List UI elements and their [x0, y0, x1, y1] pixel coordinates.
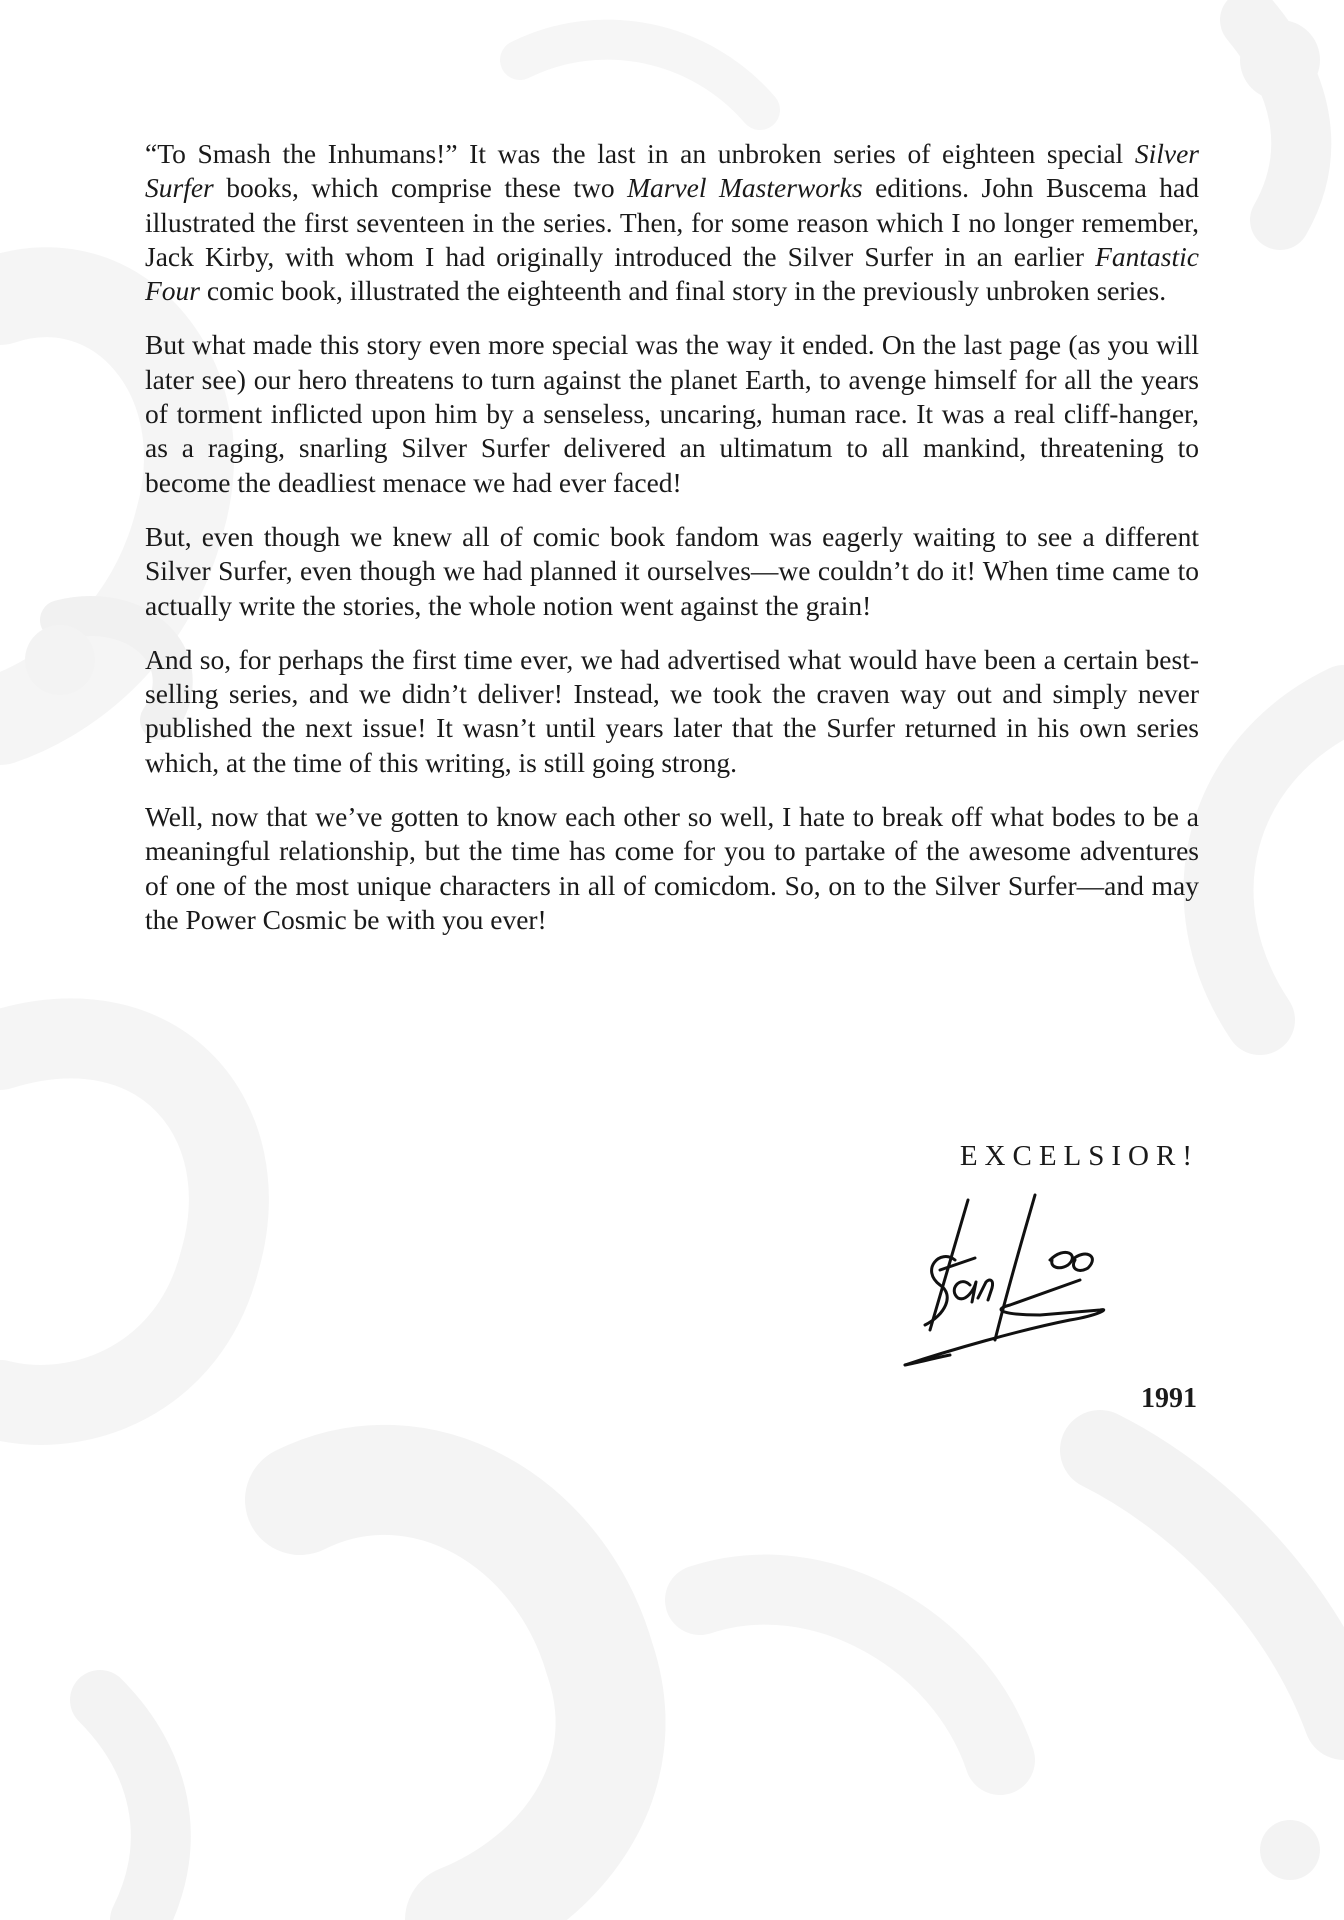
letter-body [145, 137, 1199, 957]
paragraph [145, 520, 1199, 623]
text-run: But what made this story even more special was the way it ended. On the last page (as you will later see) our hero threatens to turn against the planet Earth, to avenge himself for all the years of torment inflicted upon him by a senseless, uncaring, human race. It was a real cliff-hanger, as a raging, snarling Silver Surfer delivered an ultimatum to all mankind, threatening to become the deadliest menace we had ever faced! [145, 329, 1199, 498]
text-run: books, which comprise these two [213, 172, 628, 204]
text-run: comic book, illustrated the eighteenth and final story in the previously unbroken series. [200, 275, 1167, 307]
closing-excelsior: EXCELSIOR! [959, 1140, 1199, 1172]
paragraph [145, 800, 1199, 937]
text-run: editions. John Buscema had illustrated the first seventeen in the series. Then, for some reason which I no longer remember, Jack Kirby, with whom I had originally introduced the Silver Surfer in an earlier [145, 172, 1200, 272]
italic-title: Marvel Masterworks [627, 172, 863, 204]
text-run: “To Smash the Inhumans!” It was the last in an unbroken series of eighteen special [145, 138, 1135, 169]
text-run: Well, now that we’ve gotten to know each other so well, I hate to break off what bodes to be a meaningful relationship, but the time has come for you to partake of the awesome adventures of one of the most unique characters in all of comicdom. So, on to the Silver Surfer—and may the Power Cosmic be with you ever! [145, 801, 1199, 935]
paragraph [145, 643, 1199, 780]
italic-title: Silver Surfer [145, 138, 1199, 204]
paragraph [145, 328, 1199, 499]
paragraph [145, 137, 1199, 308]
italic-title: Fantastic Four [145, 240, 1199, 307]
year: 1991 [1141, 1383, 1197, 1414]
text-run: And so, for perhaps the first time ever, we had advertised what would have been a certain best-selling series, and we didn’t deliver! Instead, we took the craven way out and simply never published the next issue! It wasn’t until years later that the Surfer returned in his own series which, at the time of this writing, is still going strong. [145, 643, 1199, 778]
text-run: But, even though we knew all of comic book fandom was eagerly waiting to see a different Silver Surfer, even though we had planned it ourselves—we couldn’t do it! When time came to actually write the stories, the whole notion went against the grain! [145, 520, 1199, 621]
